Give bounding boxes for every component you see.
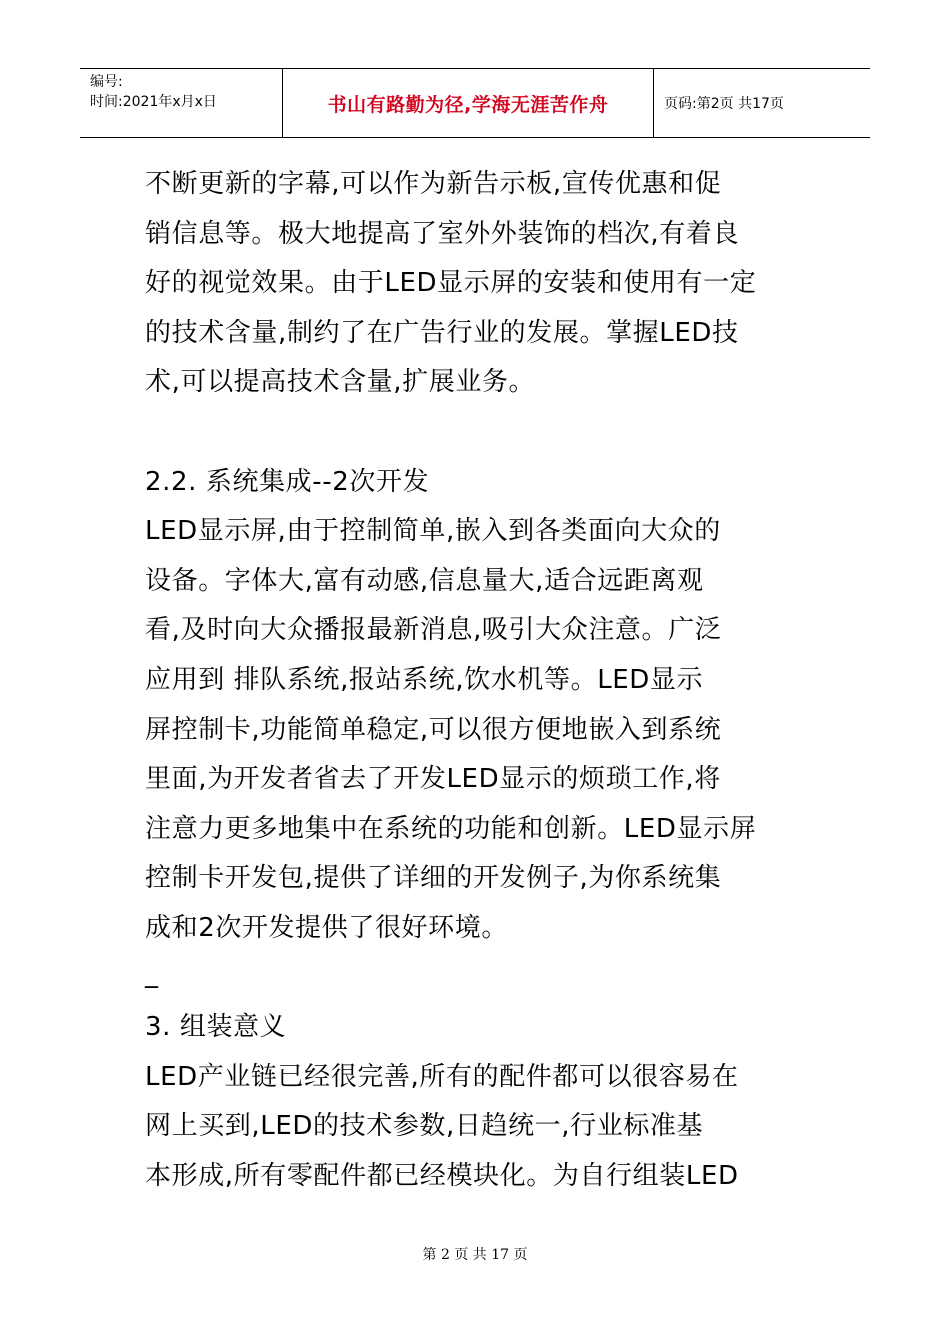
body-line: 术,可以提高技术含量,扩展业务。	[145, 367, 536, 398]
body-line: 设备。字体大,富有动感,信息量大,适合远距离观	[145, 565, 704, 596]
section-heading: 2.2. 系统集成--2次开发	[145, 466, 430, 497]
body-line: 不断更新的字幕,可以作为新告示板,宣传优惠和促	[145, 169, 722, 199]
body-line: 应用到 排队系统,报站系统,饮水机等。LED显示	[145, 664, 704, 695]
header-meta-cell	[80, 69, 282, 137]
dash-mark: _	[145, 958, 159, 989]
time-label: 时间:2021年x月x日	[90, 94, 217, 110]
header-motto-cell	[282, 69, 654, 137]
body-line: 屏控制卡,功能简单稳定,可以很方便地嵌入到系统	[145, 714, 722, 745]
body-line: 成和2次开发提供了很好环境。	[145, 912, 508, 943]
body-line: 销信息等。极大地提高了室外外装饰的档次,有着良	[145, 218, 740, 249]
body-line: 看,及时向大众播报最新消息,吸引大众注意。广泛	[145, 615, 722, 646]
body-line: 的技术含量,制约了在广告行业的发展。掌握LED技	[145, 317, 739, 348]
body-line: 本形成,所有零配件都已经模块化。为自行组装LED	[145, 1160, 739, 1191]
paragraph-gap	[145, 954, 810, 1004]
paragraph-gap	[145, 408, 810, 458]
section-heading: 3. 组装意义	[145, 1012, 287, 1043]
body-line: 好的视觉效果。由于LED显示屏的安装和使用有一定	[145, 268, 757, 299]
body-line: LED显示屏,由于控制简单,嵌入到各类面向大众的	[145, 516, 721, 547]
body-line: 注意力更多地集中在系统的功能和创新。LED显示屏	[145, 813, 757, 844]
body-line: 网上买到,LED的技术参数,日趋统一,行业标准基	[145, 1111, 704, 1142]
document-header	[80, 68, 870, 138]
page-label: 页码:第2页 共17页	[664, 96, 784, 112]
motto-text: 书山有路勤为径,学海无涯苦作舟	[327, 93, 609, 116]
document-body	[145, 160, 810, 1201]
body-line: LED产业链已经很完善,所有的配件都可以很容易在	[145, 1061, 739, 1092]
body-line: 里面,为开发者省去了开发LED显示的烦琐工作,将	[145, 764, 721, 795]
header-page-cell	[654, 69, 870, 137]
number-label: 编号:	[90, 74, 123, 90]
body-line: 控制卡开发包,提供了详细的开发例子,为你系统集	[145, 863, 722, 894]
page-footer: 第 2 页 共 17 页	[422, 1247, 528, 1263]
